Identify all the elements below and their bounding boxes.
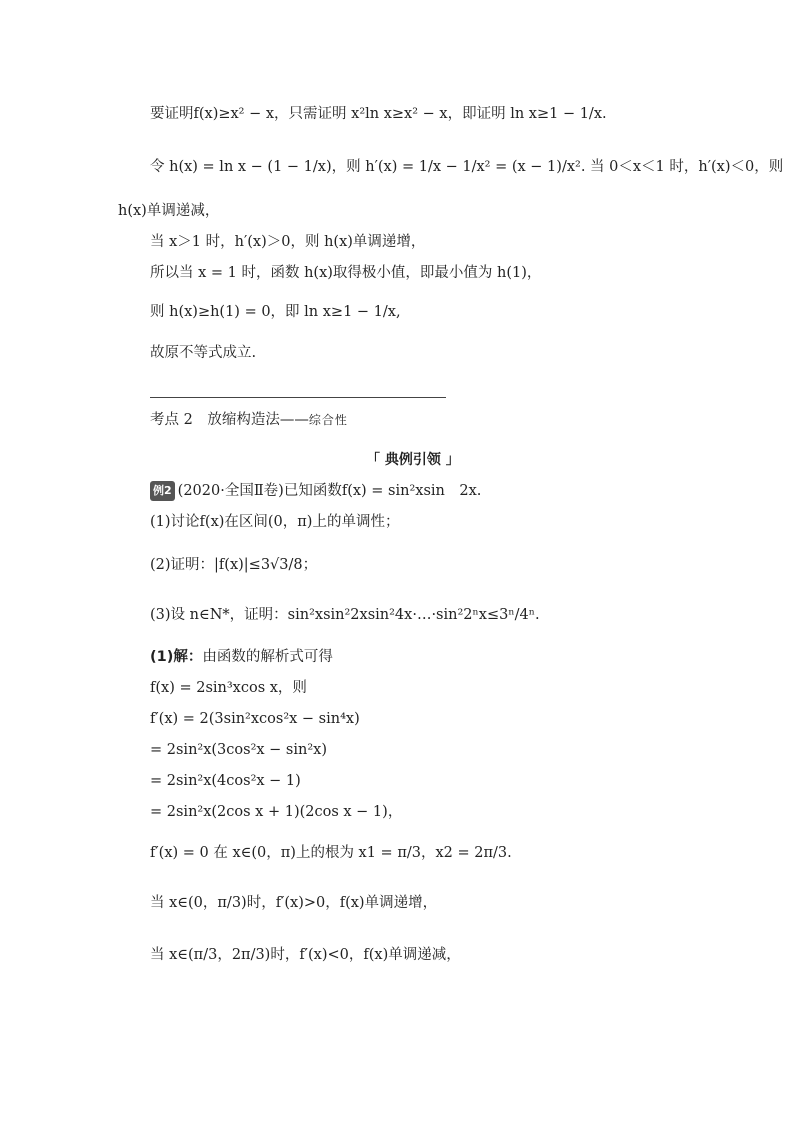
section-heading (150, 410, 348, 430)
solution-line-2: f′(x) = 2(3sin²xcos²x − sin⁴x) (150, 711, 360, 727)
proof-line-5: 所以当 x = 1 时，函数 h(x)取得极小值，即最小值为 h(1)， (150, 265, 542, 281)
section-title: 考点 2 放缩构造法—— (150, 412, 309, 428)
proof-line-4: 当 x＞1 时，h′(x)＞0，则 h(x)单调递增， (150, 234, 426, 250)
example-stem-text: (2020·全国Ⅱ卷)已知函数f(x) = sin²xsin 2x. (177, 483, 482, 499)
example-stem (150, 481, 481, 501)
solution-line-6: f′(x) = 0 在 x∈(0，π)上的根为 x1 = π/3，x2 = 2π/3. (150, 845, 512, 861)
example-banner: 「 典例引领 」 (366, 452, 460, 468)
solution-label: (1)解： (150, 649, 203, 665)
solution-line-1: f(x) = 2sin³xcos x，则 (150, 680, 307, 696)
proof-line-3: h(x)单调递减， (118, 203, 220, 219)
example-badge: 例2 (150, 481, 175, 501)
solution-intro-line (150, 647, 333, 667)
proof-line-6: 则 h(x)≥h(1) = 0，即 ln x≥1 − 1/x, (150, 304, 401, 320)
solution-line-3: = 2sin²x(3cos²x − sin²x) (150, 742, 327, 758)
question-2: (2)证明：|f(x)|≤3√3/8； (150, 557, 318, 573)
solution-line-4: = 2sin²x(4cos²x − 1) (150, 773, 301, 789)
solution-line-7: 当 x∈(0，π/3)时，f′(x)>0，f(x)单调递增， (150, 895, 438, 911)
question-3: (3)设 n∈N*，证明：sin²xsin²2xsin²4x·…·sin²2ⁿx≤3ⁿ/4ⁿ. (150, 607, 540, 623)
solution-line-8: 当 x∈(π/3，2π/3)时，f′(x)<0，f(x)单调递减， (150, 947, 461, 963)
section-divider (150, 397, 446, 398)
section-tag: 综合性 (308, 413, 348, 427)
proof-line-1: 要证明f(x)≥x² − x，只需证明 x²ln x≥x² − x，即证明 ln x≥1 − 1/x. (150, 106, 607, 122)
solution-intro: 由函数的解析式可得 (202, 649, 333, 665)
solution-line-5: = 2sin²x(2cos x + 1)(2cos x − 1)， (150, 804, 403, 820)
proof-line-2: 令 h(x) = ln x − (1 − 1/x)，则 h′(x) = 1/x − 1/x² = (x − 1)/x². 当 0＜x＜1 时，h′(x)＜0，则 (150, 159, 784, 175)
question-1: (1)讨论f(x)在区间(0，π)上的单调性； (150, 514, 400, 530)
proof-line-7: 故原不等式成立. (150, 345, 257, 361)
